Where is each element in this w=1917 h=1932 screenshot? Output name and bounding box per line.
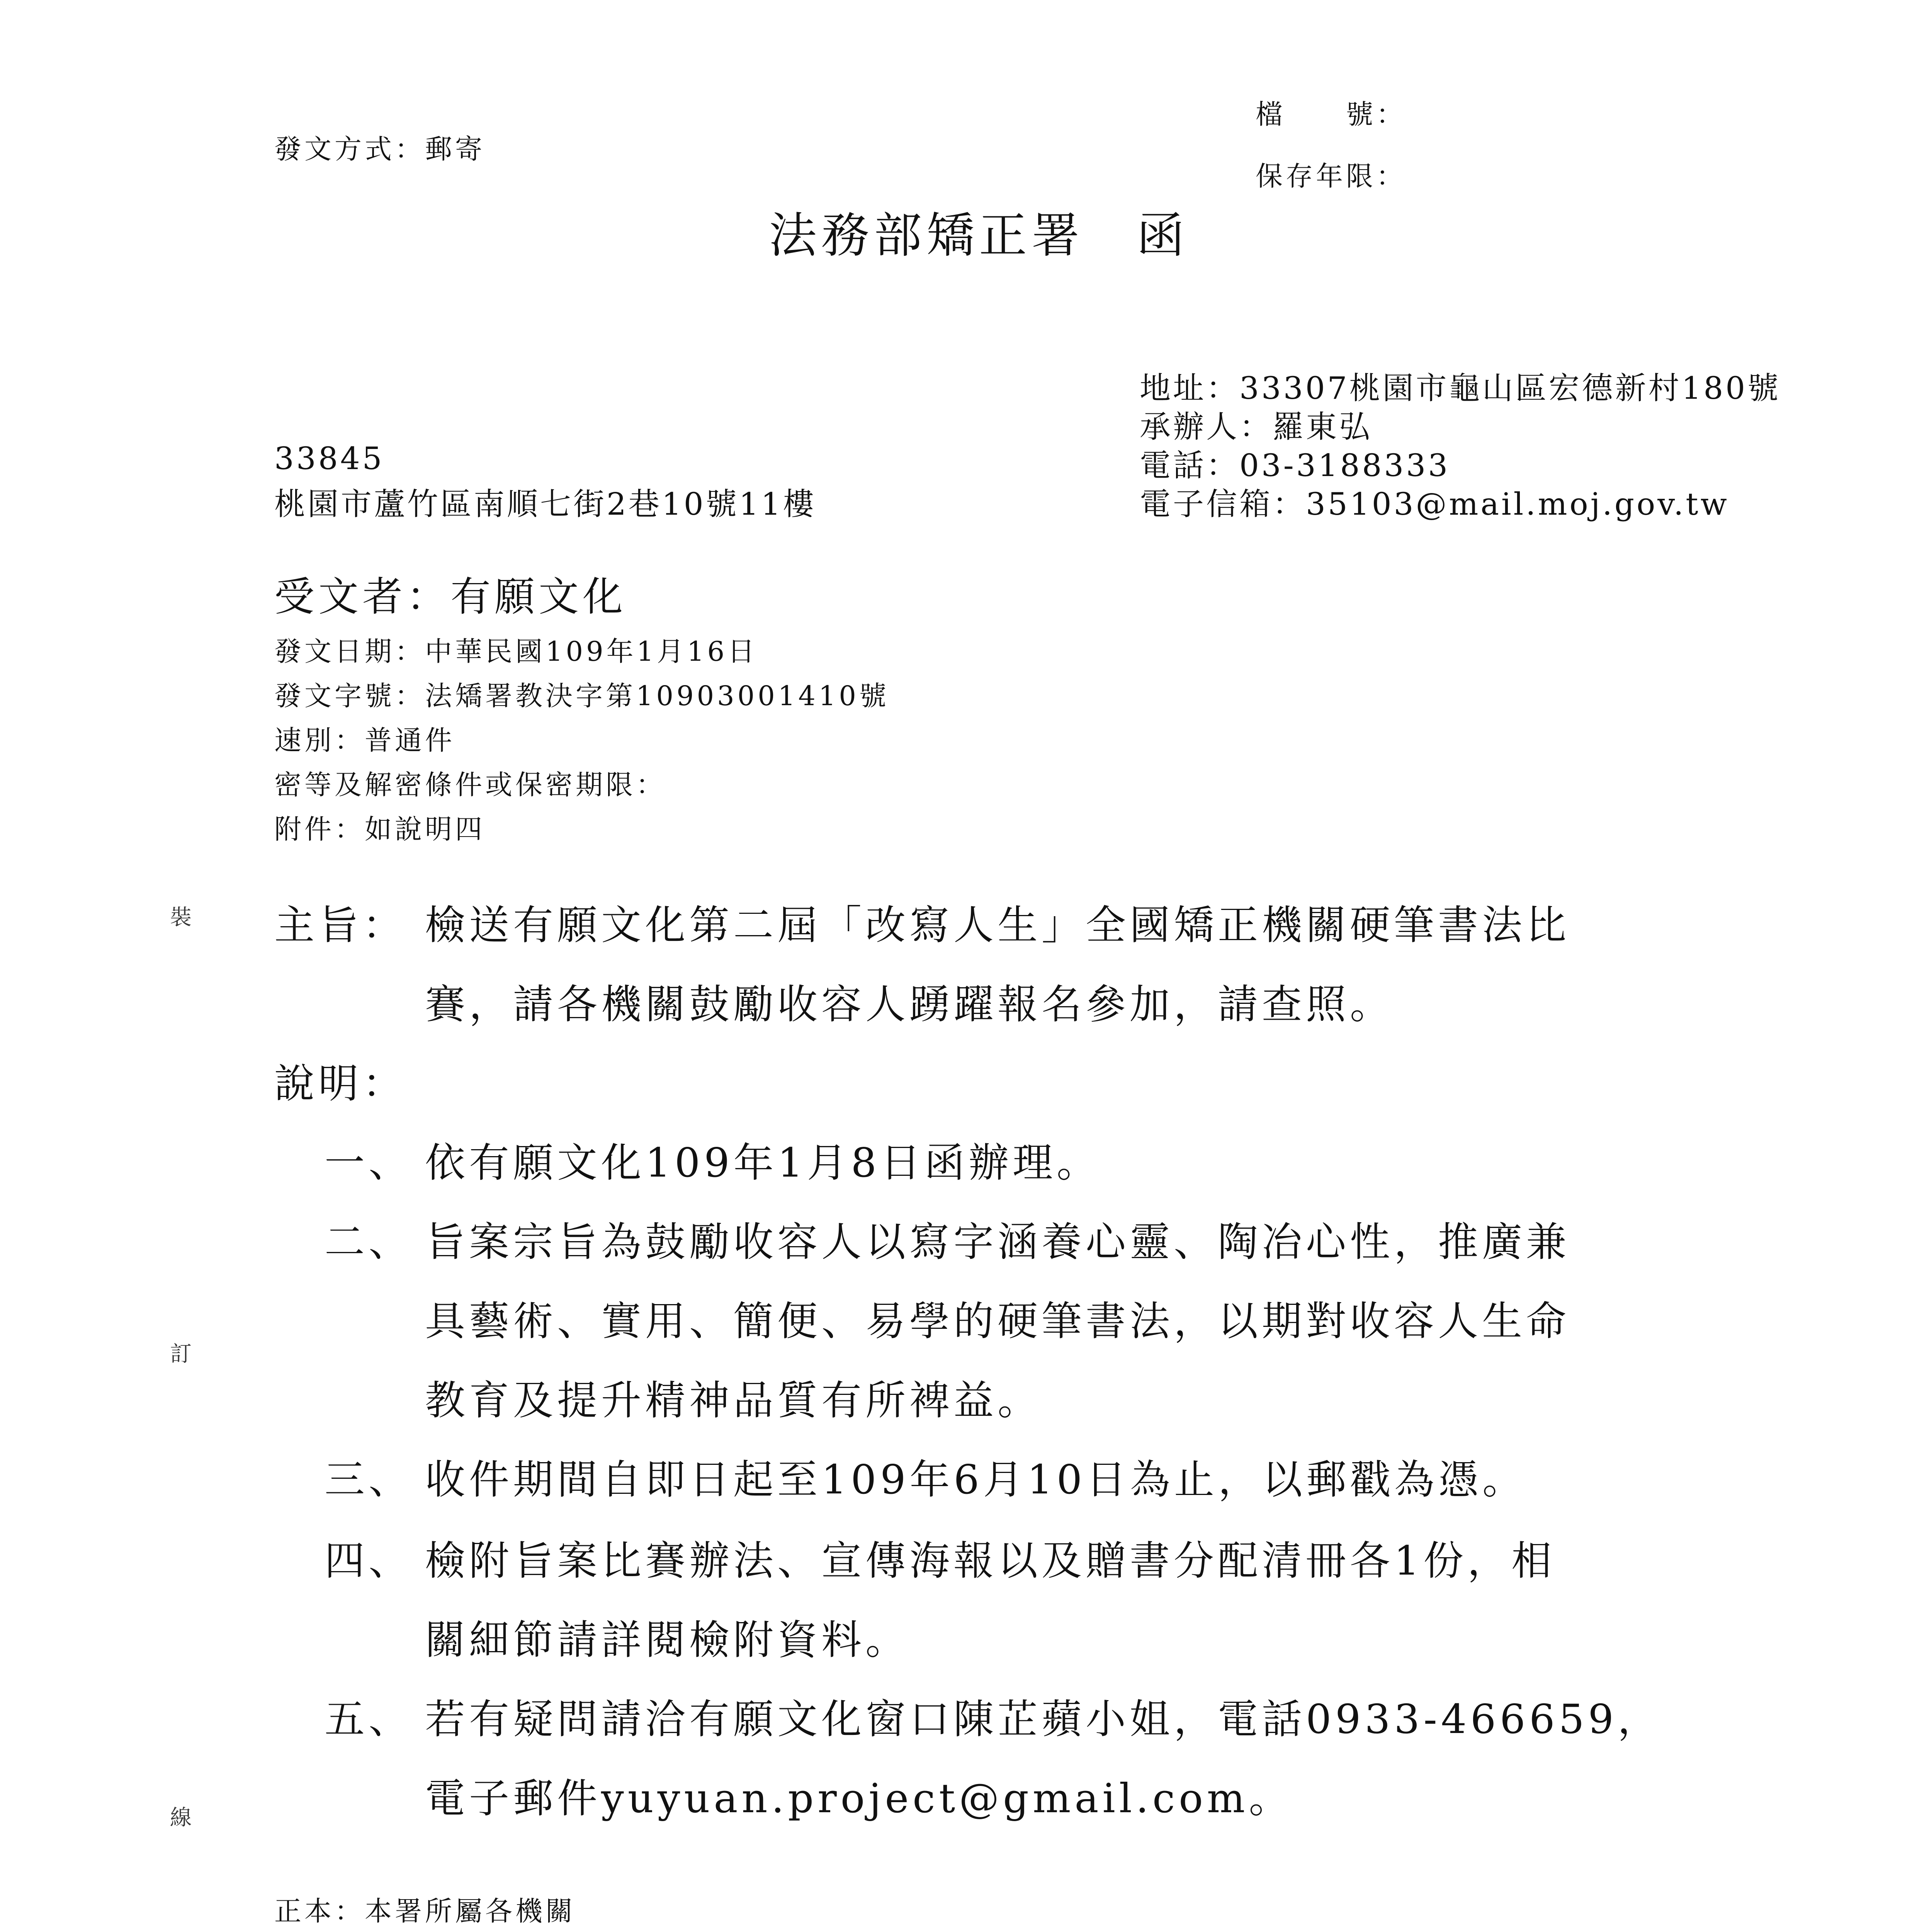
subject-line: 檢送有願文化第二屆「改寫人生」全國矯正機關硬筆書法比 [425,901,1570,949]
issue-date: 發文日期：中華民國109年1月16日 [274,636,758,667]
explanation-label: 說明： [274,1060,407,1107]
postal-code: 33845 [274,440,384,476]
subject-line: 賽，請各機關鼓勵收容人踴躍報名參加，請查照。 [425,981,1394,1028]
binding-mark-xian: 線 [170,1805,192,1830]
item-number: 五、 [325,1696,413,1743]
document-title: 法務部矯正署 函 [769,208,1190,264]
item-line: 教育及提升精神品質有所裨益。 [425,1377,1042,1424]
item-line: 旨案宗旨為鼓勵收容人以寫字涵養心靈、陶冶心性，推廣兼 [425,1218,1570,1265]
item-line: 若有疑問請洽有願文化窗口陳芷蘋小姐，電話0933-466659， [425,1696,1662,1743]
binding-mark-ding: 訂 [170,1342,192,1367]
file-number: 檔 號： [1256,99,1406,130]
item-line: 檢附旨案比賽辦法、宣傳海報以及贈書分配清冊各1份，相 [425,1537,1556,1584]
recipient-address: 桃園市蘆竹區南順七街2巷10號11樓 [274,486,816,522]
item-line: 具藝術、實用、簡便、易學的硬筆書法，以期對收容人生命 [425,1298,1570,1345]
item-line: 收件期間自即日起至109年6月10日為止，以郵戳為憑。 [425,1456,1527,1503]
speed-class: 速別：普通件 [274,724,455,756]
item-line: 依有願文化109年1月8日函辦理。 [425,1139,1101,1186]
sender-address: 地址：33307桃園市龜山區宏德新村180號 [1140,370,1781,406]
item-number: 四、 [325,1537,413,1584]
item-number: 二、 [325,1218,413,1265]
secrecy-level: 密等及解密條件或保密期限： [274,769,666,801]
document-number: 發文字號：法矯署教決字第10903001410號 [274,680,889,712]
item-number: 一、 [325,1139,413,1186]
item-number: 三、 [325,1456,413,1503]
attachment: 附件：如說明四 [274,813,485,845]
retention-period: 保存年限： [1256,160,1406,192]
delivery-method: 發文方式：郵寄 [274,133,485,165]
recipient: 受文者：有願文化 [274,573,627,620]
item-line: 電子郵件yuyuan.project@gmail.com。 [425,1775,1293,1822]
item-line: 關細節請詳閱檢附資料。 [425,1616,910,1663]
contact-phone: 電話：03-3188333 [1140,447,1450,483]
binding-mark-zhuang: 裝 [170,905,192,930]
contact-email: 電子信箱：35103@mail.moj.gov.tw [1140,486,1730,522]
contact-person: 承辦人：羅東弘 [1140,409,1372,445]
original-recipients: 正本：本署所屬各機關 [274,1895,576,1927]
subject-label: 主旨： [274,901,407,949]
